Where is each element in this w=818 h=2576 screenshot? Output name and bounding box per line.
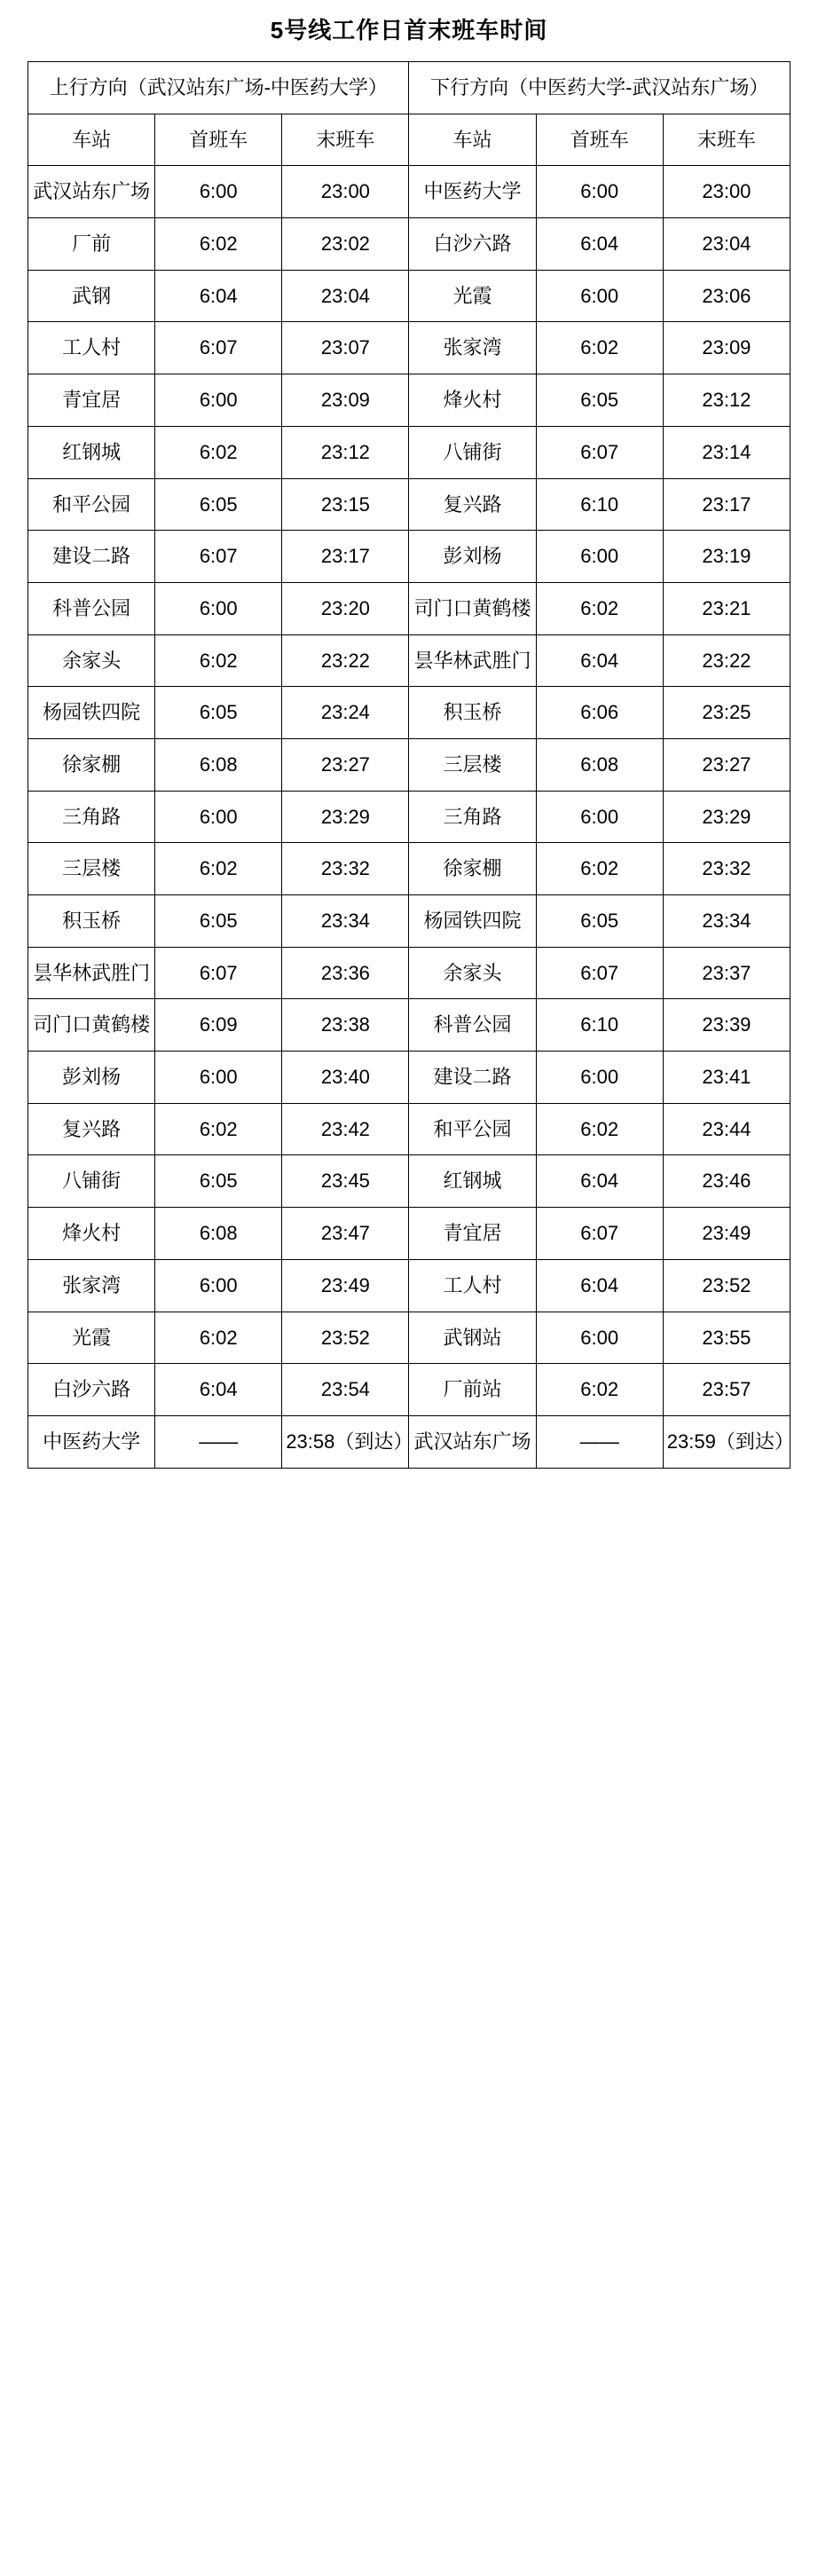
cell-first-down: 6:00 — [536, 1052, 663, 1104]
cell-last-down: 23:52 — [663, 1259, 790, 1312]
cell-first-down: 6:07 — [536, 426, 663, 478]
table-row — [28, 791, 790, 843]
table-row — [28, 843, 790, 895]
cell-last-down: 23:39 — [663, 999, 790, 1052]
table-row — [28, 166, 790, 218]
cell-first-up: 6:02 — [155, 1312, 282, 1364]
cell-last-down: 23:21 — [663, 582, 790, 634]
cell-first-down: 6:07 — [536, 947, 663, 999]
cell-station-down: 中医药大学 — [409, 166, 536, 218]
cell-last-down: 23:06 — [663, 270, 790, 322]
cell-last-down: 23:46 — [663, 1155, 790, 1208]
table-row — [28, 1415, 790, 1468]
cell-last-up: 23:36 — [282, 947, 409, 999]
column-header-row — [28, 114, 790, 166]
cell-station-down: 白沙六路 — [409, 218, 536, 271]
timetable-body — [28, 62, 794, 1469]
cell-station-up: 三角路 — [28, 791, 155, 843]
cell-station-up: 光霞 — [28, 1312, 155, 1364]
cell-first-down: 6:10 — [536, 999, 663, 1052]
cell-last-up: 23:54 — [282, 1364, 409, 1416]
cell-first-down: 6:07 — [536, 1208, 663, 1260]
cell-last-down: 23:19 — [663, 531, 790, 583]
cell-last-down: 23:34 — [663, 895, 790, 948]
cell-first-down: 6:05 — [536, 895, 663, 948]
cell-last-down: 23:17 — [663, 478, 790, 531]
cell-first-down: 6:00 — [536, 166, 663, 218]
cell-station-up: 科普公园 — [28, 582, 155, 634]
header-station-up: 车站 — [28, 114, 155, 166]
cell-station-down: 和平公园 — [409, 1103, 536, 1155]
cell-station-up: 积玉桥 — [28, 895, 155, 948]
table-row — [28, 1103, 790, 1155]
cell-first-down: —— — [536, 1415, 663, 1468]
cell-first-up: 6:04 — [155, 1364, 282, 1416]
cell-last-up: 23:40 — [282, 1052, 409, 1104]
cell-station-down: 司门口黄鹤楼 — [409, 582, 536, 634]
table-row — [28, 374, 790, 427]
table-row — [28, 270, 790, 322]
direction-header-row — [28, 62, 790, 114]
table-row — [28, 1155, 790, 1208]
cell-last-up: 23:49 — [282, 1259, 409, 1312]
cell-station-down: 工人村 — [409, 1259, 536, 1312]
cell-station-down: 厂前站 — [409, 1364, 536, 1416]
cell-last-up: 23:32 — [282, 843, 409, 895]
cell-first-up: 6:00 — [155, 1259, 282, 1312]
cell-last-up: 23:02 — [282, 218, 409, 271]
header-last-up: 末班车 — [282, 114, 409, 166]
cell-first-up: 6:02 — [155, 843, 282, 895]
table-row — [28, 1052, 790, 1104]
cell-first-down: 6:02 — [536, 1103, 663, 1155]
table-row — [28, 634, 790, 687]
cell-first-up: 6:05 — [155, 895, 282, 948]
cell-last-up: 23:42 — [282, 1103, 409, 1155]
cell-first-down: 6:05 — [536, 374, 663, 427]
cell-station-down: 彭刘杨 — [409, 531, 536, 583]
cell-last-down: 23:29 — [663, 791, 790, 843]
cell-first-down: 6:00 — [536, 270, 663, 322]
cell-last-down: 23:55 — [663, 1312, 790, 1364]
cell-station-down: 建设二路 — [409, 1052, 536, 1104]
cell-station-down: 武钢站 — [409, 1312, 536, 1364]
cell-last-down: 23:44 — [663, 1103, 790, 1155]
cell-last-up: 23:17 — [282, 531, 409, 583]
cell-first-up: 6:00 — [155, 374, 282, 427]
cell-first-up: —— — [155, 1415, 282, 1468]
cell-last-down: 23:59（到达） — [663, 1415, 790, 1468]
header-first-up: 首班车 — [155, 114, 282, 166]
table-row — [28, 1208, 790, 1260]
direction-up-label: 上行方向（武汉站东广场-中医药大学） — [28, 62, 409, 114]
cell-first-up: 6:09 — [155, 999, 282, 1052]
cell-first-up: 6:00 — [155, 791, 282, 843]
cell-first-down: 6:04 — [536, 1155, 663, 1208]
cell-last-up: 23:00 — [282, 166, 409, 218]
cell-station-down: 科普公园 — [409, 999, 536, 1052]
cell-station-up: 烽火村 — [28, 1208, 155, 1260]
cell-station-up: 建设二路 — [28, 531, 155, 583]
cell-last-up: 23:20 — [282, 582, 409, 634]
cell-first-up: 6:05 — [155, 478, 282, 531]
cell-last-down: 23:57 — [663, 1364, 790, 1416]
cell-last-up: 23:15 — [282, 478, 409, 531]
cell-station-down: 八铺街 — [409, 426, 536, 478]
cell-first-down: 6:06 — [536, 687, 663, 739]
cell-first-down: 6:02 — [536, 322, 663, 374]
cell-first-down: 6:02 — [536, 1364, 663, 1416]
cell-station-down: 昙华林武胜门 — [409, 634, 536, 687]
cell-first-up: 6:02 — [155, 218, 282, 271]
cell-station-up: 徐家棚 — [28, 738, 155, 791]
cell-last-down: 23:32 — [663, 843, 790, 895]
cell-station-up: 司门口黄鹤楼 — [28, 999, 155, 1052]
header-station-down: 车站 — [409, 114, 536, 166]
cell-first-up: 6:04 — [155, 270, 282, 322]
cell-station-up: 复兴路 — [28, 1103, 155, 1155]
cell-last-down: 23:25 — [663, 687, 790, 739]
cell-first-down: 6:10 — [536, 478, 663, 531]
cell-station-up: 八铺街 — [28, 1155, 155, 1208]
cell-first-up: 6:02 — [155, 1103, 282, 1155]
cell-last-down: 23:22 — [663, 634, 790, 687]
cell-first-down: 6:00 — [536, 791, 663, 843]
cell-station-up: 红钢城 — [28, 426, 155, 478]
cell-station-up: 白沙六路 — [28, 1364, 155, 1416]
table-row — [28, 218, 790, 271]
cell-station-down: 三层楼 — [409, 738, 536, 791]
table-row — [28, 895, 790, 948]
cell-first-up: 6:08 — [155, 1208, 282, 1260]
cell-station-up: 青宜居 — [28, 374, 155, 427]
cell-station-down: 积玉桥 — [409, 687, 536, 739]
cell-last-up: 23:38 — [282, 999, 409, 1052]
cell-last-up: 23:34 — [282, 895, 409, 948]
cell-first-down: 6:02 — [536, 843, 663, 895]
cell-station-down: 红钢城 — [409, 1155, 536, 1208]
cell-last-down: 23:04 — [663, 218, 790, 271]
cell-station-up: 武钢 — [28, 270, 155, 322]
cell-first-up: 6:05 — [155, 687, 282, 739]
cell-station-up: 厂前 — [28, 218, 155, 271]
cell-station-down: 青宜居 — [409, 1208, 536, 1260]
table-row — [28, 687, 790, 739]
table-row — [28, 999, 790, 1052]
cell-station-up: 余家头 — [28, 634, 155, 687]
cell-last-down: 23:27 — [663, 738, 790, 791]
cell-first-up: 6:00 — [155, 166, 282, 218]
cell-first-down: 6:04 — [536, 1259, 663, 1312]
cell-last-down: 23:12 — [663, 374, 790, 427]
cell-station-up: 昙华林武胜门 — [28, 947, 155, 999]
cell-first-down: 6:00 — [536, 531, 663, 583]
cell-last-up: 23:47 — [282, 1208, 409, 1260]
cell-last-down: 23:41 — [663, 1052, 790, 1104]
header-first-down: 首班车 — [536, 114, 663, 166]
cell-last-down: 23:49 — [663, 1208, 790, 1260]
cell-last-up: 23:52 — [282, 1312, 409, 1364]
direction-down-label: 下行方向（中医药大学-武汉站东广场） — [409, 62, 790, 114]
cell-station-down: 余家头 — [409, 947, 536, 999]
cell-first-up: 6:07 — [155, 531, 282, 583]
cell-first-up: 6:08 — [155, 738, 282, 791]
table-row — [28, 531, 790, 583]
cell-last-up: 23:27 — [282, 738, 409, 791]
timetable — [28, 61, 794, 1469]
table-row — [28, 322, 790, 374]
cell-last-down: 23:14 — [663, 426, 790, 478]
cell-station-up: 中医药大学 — [28, 1415, 155, 1468]
cell-last-up: 23:22 — [282, 634, 409, 687]
cell-first-down: 6:04 — [536, 218, 663, 271]
cell-first-down: 6:04 — [536, 634, 663, 687]
cell-station-down: 徐家棚 — [409, 843, 536, 895]
cell-first-up: 6:02 — [155, 426, 282, 478]
cell-first-up: 6:07 — [155, 322, 282, 374]
table-row — [28, 478, 790, 531]
table-row — [28, 582, 790, 634]
cell-station-down: 武汉站东广场 — [409, 1415, 536, 1468]
cell-station-up: 张家湾 — [28, 1259, 155, 1312]
cell-last-up: 23:58（到达） — [282, 1415, 409, 1468]
cell-station-up: 和平公园 — [28, 478, 155, 531]
cell-station-up: 彭刘杨 — [28, 1052, 155, 1104]
cell-first-up: 6:05 — [155, 1155, 282, 1208]
cell-last-up: 23:45 — [282, 1155, 409, 1208]
cell-station-down: 杨园铁四院 — [409, 895, 536, 948]
cell-first-down: 6:00 — [536, 1312, 663, 1364]
cell-last-down: 23:09 — [663, 322, 790, 374]
header-last-down: 末班车 — [663, 114, 790, 166]
cell-last-up: 23:04 — [282, 270, 409, 322]
table-row — [28, 738, 790, 791]
cell-last-down: 23:37 — [663, 947, 790, 999]
cell-last-up: 23:09 — [282, 374, 409, 427]
cell-station-down: 三角路 — [409, 791, 536, 843]
cell-last-up: 23:12 — [282, 426, 409, 478]
cell-first-up: 6:00 — [155, 1052, 282, 1104]
table-row — [28, 1312, 790, 1364]
cell-station-down: 张家湾 — [409, 322, 536, 374]
cell-first-up: 6:07 — [155, 947, 282, 999]
cell-first-down: 6:08 — [536, 738, 663, 791]
cell-station-down: 烽火村 — [409, 374, 536, 427]
page-title: 5号线工作日首末班车时间 — [270, 17, 548, 43]
cell-first-up: 6:02 — [155, 634, 282, 687]
cell-station-up: 杨园铁四院 — [28, 687, 155, 739]
cell-station-down: 光霞 — [409, 270, 536, 322]
cell-station-up: 武汉站东广场 — [28, 166, 155, 218]
cell-first-up: 6:00 — [155, 582, 282, 634]
table-row — [28, 1259, 790, 1312]
table-row — [28, 426, 790, 478]
cell-last-up: 23:07 — [282, 322, 409, 374]
table-row — [28, 1364, 790, 1416]
cell-first-down: 6:02 — [536, 582, 663, 634]
cell-last-up: 23:29 — [282, 791, 409, 843]
cell-last-down: 23:00 — [663, 166, 790, 218]
cell-station-up: 工人村 — [28, 322, 155, 374]
table-row — [28, 947, 790, 999]
cell-station-up: 三层楼 — [28, 843, 155, 895]
cell-last-up: 23:24 — [282, 687, 409, 739]
cell-station-down: 复兴路 — [409, 478, 536, 531]
